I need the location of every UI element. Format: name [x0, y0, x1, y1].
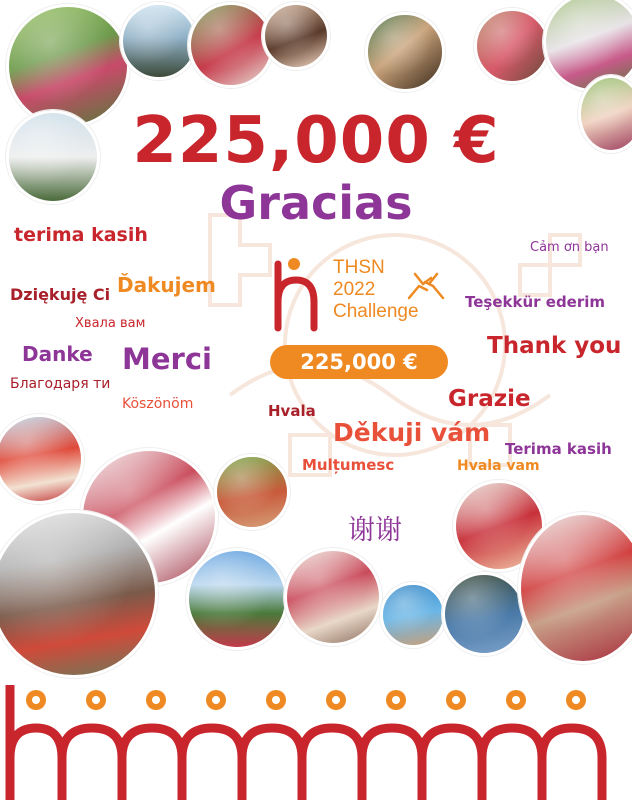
word-grazie: Grazie [448, 386, 531, 412]
word-koszonom: Köszönöm [122, 396, 194, 412]
word-danke: Danke [22, 342, 93, 366]
word-multumesc: Mulțumesc [302, 456, 395, 474]
photo-bench [120, 2, 198, 80]
word-hvala: Hvala [268, 402, 316, 420]
word-xiexie: 谢谢 [348, 515, 402, 546]
total-amount-headline: 225,000 € [132, 104, 500, 178]
photo-women-prizes [284, 548, 382, 646]
word-dakujem: Ďakujem [117, 273, 216, 297]
footer-arches [0, 680, 632, 800]
photo-runner-track [214, 454, 290, 530]
gracias-headline: Gracias [219, 176, 413, 230]
word-cam-on: Cảm ơn bạn [530, 240, 609, 255]
word-dekuji: Děkuji vám [333, 418, 491, 447]
word-blagodarya: Благодаря ти [10, 376, 111, 392]
word-merci: Merci [122, 342, 212, 376]
photo-woman-smiling [262, 2, 330, 70]
logo-line-2: 2022 [333, 279, 376, 300]
photo-man-outdoors [188, 2, 274, 88]
photo-masked-group [518, 512, 632, 664]
logo-line-3: Challenge [333, 301, 419, 322]
logo-amount-pill: 225,000 € [270, 345, 448, 379]
photo-office-group [0, 510, 158, 678]
photo-kayaking [442, 572, 526, 656]
photo-swimming [380, 582, 446, 648]
word-hvala-vam-ru: Хвала вам [75, 316, 146, 331]
word-thank-you: Thank you [487, 333, 622, 359]
photo-festival-tent [0, 414, 84, 504]
word-terima-kasih: terima kasih [14, 224, 148, 246]
photo-hands-together [474, 8, 550, 84]
logo-line-1: THSN [333, 257, 385, 278]
word-tesekkur: Teşekkür ederim [465, 293, 606, 311]
word-dziekuje: Dziękuję Ci [10, 285, 111, 304]
word-hvala-vam: Hvala vam [457, 458, 540, 474]
photo-park-team [186, 548, 288, 650]
holding-hands-icon [405, 268, 447, 304]
photo-woman-dog [365, 12, 445, 92]
word-terima-kasih-2: Terima kasih [505, 440, 612, 458]
